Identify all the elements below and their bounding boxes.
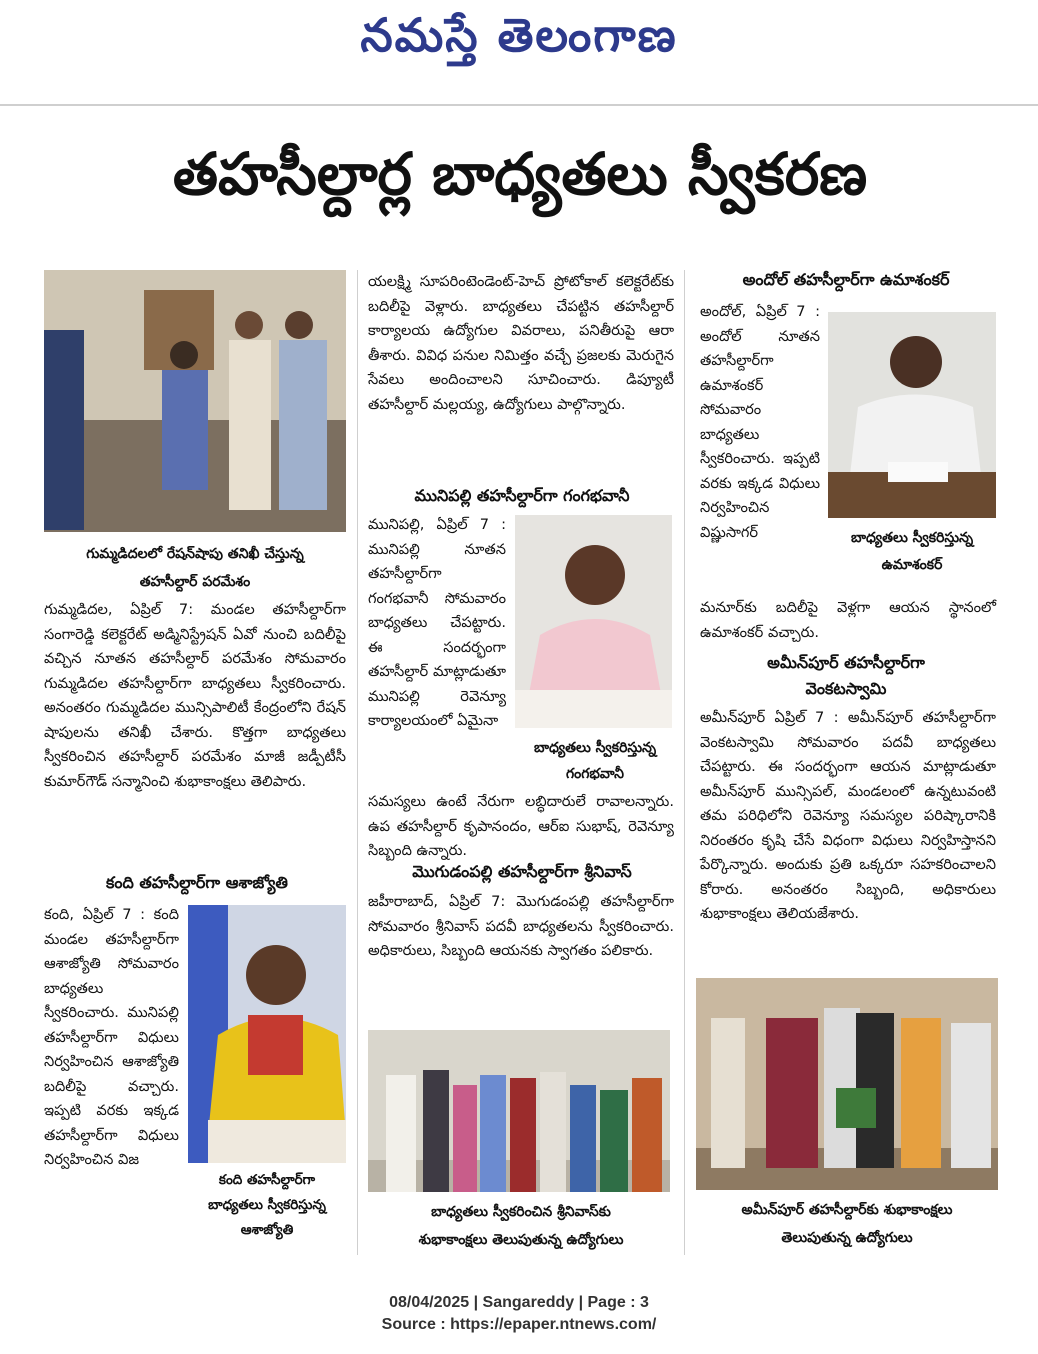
andol-story-continued: మనూర్‌కు బదిలీపై వెళ్లగా ఆయన స్థానంలో ఉమాశంకర్ వచ్చారు.: [700, 599, 996, 641]
gummadidala-story: గుమ్మడిదల, ఏప్రిల్ 7: మండల తహసీల్దార్‌గా సంగారెడ్డి కలెక్టరేట్ అడ్మినిస్ట్రేషన్ ఏవో నుంచి బదిలీపై వచ్చిన నూతన తహసీల్దార్ పరమేశం సోమవారం గుమ్మడిదల తహసీల్దార్‌గా బాధ్యతలు స్వీకరించారు. అనంతరం గుమ్మడిదల మున్సిపాలిటీ కేంద్రంలోని రేషన్ షాపులను తనిఖీ చేశారు. కొత్తగా బాధ్యతలు స్వీకరించిన తహసీల్దార్ పరమేశం మాజీ జడ్పీటీసీ కుమార్‌గౌడ్ సన్మానించి శుభాకాంక్షలు తెలిపారు.: [44, 601, 346, 790]
caption-line: గంగభవానీ: [566, 766, 624, 782]
photo-caption: [44, 540, 346, 596]
caption-line: గుమ్మడిదలలో రేషన్‌షాపు తనిఖీ చేస్తున్న: [86, 546, 304, 562]
ameenpur-subheading: [694, 650, 998, 702]
masthead-divider: [0, 104, 1038, 106]
caption-line: బాధ్యతలు స్వీకరిస్తున్న: [208, 1197, 326, 1213]
subheading-line: వెంకటస్వామి: [805, 679, 887, 698]
munipalli-story: మునిపల్లి, ఏప్రిల్ 7 : మునిపల్లి నూతన తహసీల్దార్‌గా గంగభవానీ సోమవారం బాధ్యతలు చేపట్టారు. ఈ సందర్భంగా తహసీల్దార్ మాట్లాడుతూ మునిపల్లి రెవెన్యూ కార్యాలయంలో ఏమైనా: [368, 516, 506, 729]
footer-date-edition: 08/04/2025 | Sangareddy | Page : 3: [389, 1294, 649, 1311]
column-divider: [357, 270, 358, 1255]
ameenpur-story: అమీన్‌పూర్ ఏప్రిల్ 7 : అమీన్‌పూర్ తహసీల్దార్‌గా వెంకటస్వామి సోమవారం పదవీ బాధ్యతలు చేపట్టారు. ఈ సందర్భంగా ఆయన మాట్లాడుతూ అమీన్‌పూర్ మున్సిపల్, మండలంలో ఉన్నటువంటి తమ పరిధిలోని రెవెన్యూ సమస్యల పరిష్కారానికి నిరంతరం కృషి చేసే విధంగా విధులు నిర్వహిస్తానని పేర్కొన్నారు. అందుకు ప్రతి ఒక్కరూ సహకరించాలని కోరారు. అనంతరం సిబ్బంది, అధికారులు శుభాకాంక్షలు తెలియజేశారు.: [700, 709, 996, 922]
asha-jyothi-photo: [188, 905, 346, 1163]
caption-line: కంది తహసీల్దార్‌గా: [218, 1172, 316, 1188]
caption-line: తెలుపుతున్న ఉద్యోగులు: [781, 1230, 913, 1246]
andol-subheading: అందోల్ తహసీల్దార్‌గా ఉమాశంకర్: [742, 270, 950, 289]
mogudampalli-story: జహీరాబాద్, ఏప్రిల్ 7: మొగుడంపల్లి తహసీల్దార్‌గా సోమవారం శ్రీనివాస్ పదవీ బాధ్యతలను స్వీకరించారు. అధికారులు, సిబ్బంది ఆయనకు స్వాగతం పలికారు.: [368, 893, 674, 959]
newspaper-masthead: నమస్తే తెలంగాణ: [360, 8, 678, 62]
kandi-story: కంది, ఏప్రిల్ 7 : కంది మండల తహసీల్దార్‌గా ఆశాజ్యోతి సోమవారం బాధ్యతలు స్వీకరించారు. మునిపల్లి తహసీల్దార్‌గా విధులు నిర్వహించిన ఆశాజ్యోతి బదిలీపై వచ్చారు. ఇప్పటి వరకు ఇక్కడ తహసీల్దార్‌గా విధులు నిర్వహించిన విజ: [44, 906, 179, 1168]
munipalli-subheading: మునిపల్లి తహసీల్దార్‌గా గంగభవానీ: [414, 486, 630, 505]
caption-line: బాధ్యతలు స్వీకరిస్తున్న: [850, 530, 974, 546]
srinivas-group-photo: [368, 1030, 670, 1192]
munipalli-story-continued: సమస్యలు ఉంటే నేరుగా లబ్ధిదారులే రావాలన్నారు. ఉప తహసీల్దార్ కృపానందం, ఆర్‌ఐ సుభాష్, రెవెన్యూ సిబ్బంది ఉన్నారు.: [368, 793, 674, 859]
uma-shankar-photo: [828, 312, 996, 518]
caption-line: ఆశాజ్యోతి: [240, 1222, 294, 1238]
ameenpur-group-photo: [696, 978, 998, 1190]
footer-source-link[interactable]: Source : https://epaper.ntnews.com/: [381, 1316, 657, 1333]
caption-line: బాధ్యతలు స్వీకరించిన శ్రీనివాస్‌కు: [431, 1204, 611, 1220]
page-headline: తహసీల్దార్ల బాధ్యతలు స్వీకరణ: [172, 140, 868, 208]
caption-line: ఉమాశంకర్: [881, 557, 943, 573]
andol-story: అందోల్, ఏప్రిల్ 7 : అందోల్ నూతన తహసీల్దార్‌గా ఉమాశంకర్ సోమవారం బాధ్యతలు స్వీకరించారు. ఇప్పటి వరకు ఇక్కడ విధులు నిర్వహించిన విష్ణుసాగర్: [700, 303, 820, 541]
mogudampalli-subheading: మొగుడంపల్లి తహసీల్దార్‌గా శ్రీనివాస్: [412, 862, 632, 881]
andol-photo-caption: [828, 525, 996, 579]
mogudampalli-photo-caption: [368, 1198, 674, 1254]
column-divider: [684, 270, 685, 1255]
kandi-photo-caption: [188, 1168, 346, 1243]
ration-shop-inspection-photo: [44, 270, 346, 532]
caption-line: శుభాకాంక్షలు తెలుపుతున్న ఉద్యోగులు: [418, 1232, 624, 1248]
gummadidala-story-continued: యలక్ష్మి సూపరింటెండెంట్-హెచ్ ప్రోటోకాల్ కలెక్టరేట్‌కు బదిలీపై వెళ్లారు. బాధ్యతలు చేపట్టిన తహసీల్దార్ కార్యాలయ ఉద్యోగుల వివరాలు, పనితీరుపై ఆరా తీశారు. వివిధ పనుల నిమిత్తం వచ్చే ప్రజలకు మెరుగైన సేవలు అందించాలని సూచించారు. డిప్యూటీ తహసీల్దార్ మల్లయ్య, ఉద్యోగులు పాల్గొన్నారు.: [368, 273, 674, 413]
ganga-bhavani-photo: [515, 515, 672, 728]
subheading-line: అమీన్‌పూర్ తహసీల్దార్‌గా: [767, 653, 925, 672]
caption-line: తహసీల్దార్ పరమేశం: [139, 574, 251, 590]
caption-line: అమీన్‌పూర్ తహసీల్దార్‌కు శుభాకాంక్షలు: [741, 1202, 953, 1218]
kandi-subheading: కంది తహసీల్దార్‌గా ఆశాజ్యోతి: [106, 873, 288, 892]
ameenpur-photo-caption: [696, 1196, 998, 1252]
munipalli-photo-caption: [515, 735, 675, 787]
caption-line: బాధ్యతలు స్వీకరిస్తున్న: [533, 740, 657, 756]
